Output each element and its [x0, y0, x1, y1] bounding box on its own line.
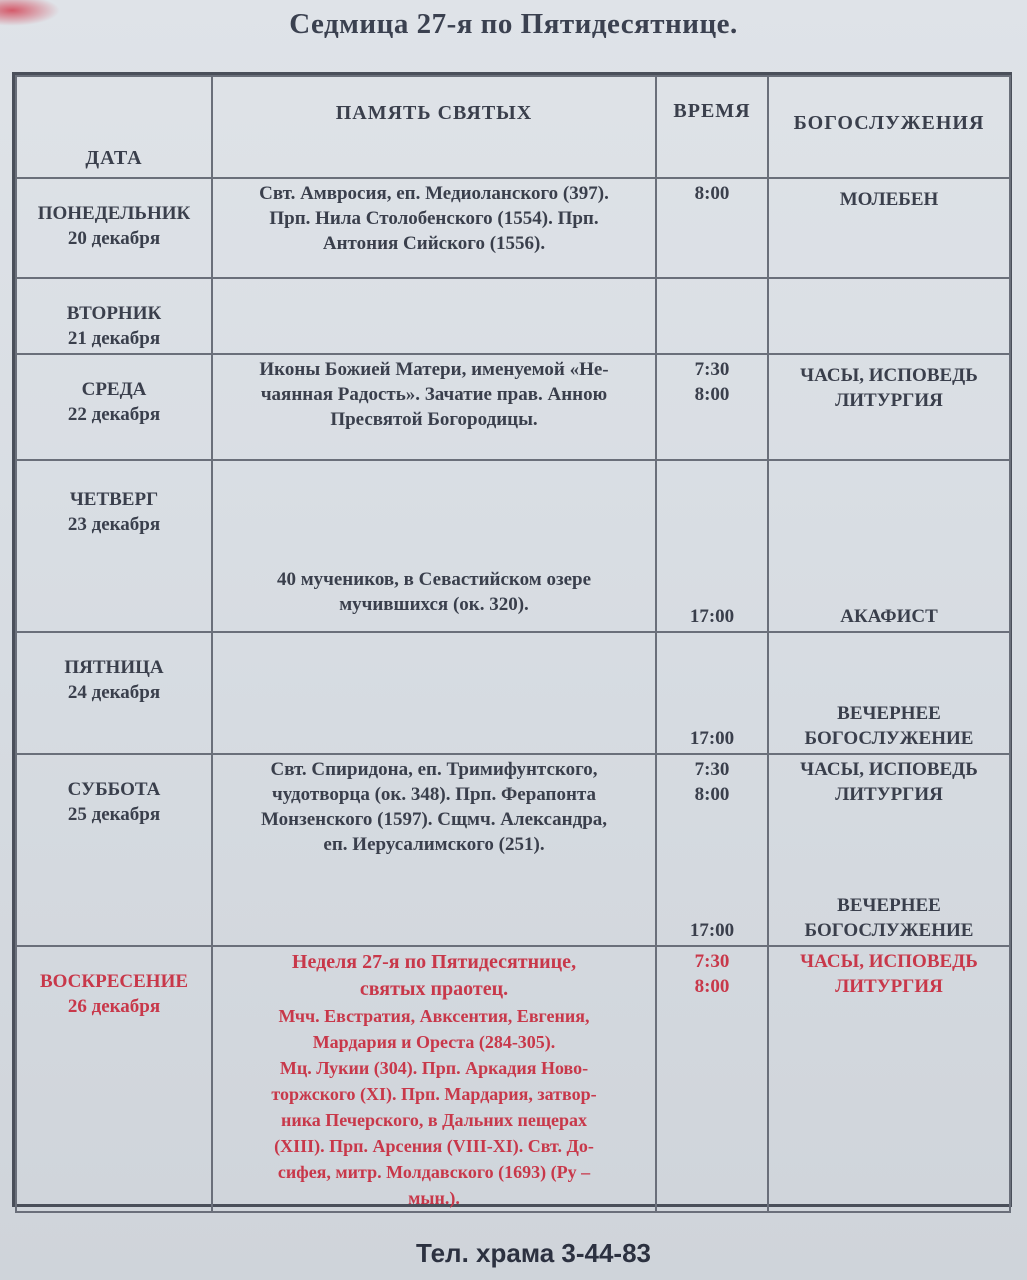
saints-line: торжского (XI). Прп. Мардария, затвор-	[271, 1084, 597, 1104]
service: АКАФИСТ	[840, 606, 938, 627]
saints-line: Мц. Лукии (304). Прп. Аркадия Ново-	[279, 1058, 589, 1078]
service: ЛИТУРГИЯ	[835, 976, 943, 997]
day: 21 декабря	[67, 328, 161, 349]
header-row	[16, 76, 1010, 178]
saints-line: Монзенского (1597). Сщмч. Александра,	[260, 809, 608, 830]
service: МОЛЕБЕН	[839, 189, 939, 210]
service-cell	[768, 278, 1010, 354]
time-cell	[656, 354, 768, 460]
service: БОГОСЛУЖЕНИЕ	[804, 728, 974, 749]
day: 24 декабря	[67, 682, 161, 703]
time: 8:00	[694, 183, 730, 204]
saints-line: ника Печерского, в Дальних пещерах	[280, 1110, 588, 1130]
saints-line: Пресвятой Богородицы.	[330, 409, 538, 430]
header-date: ДАТА	[16, 76, 212, 178]
date-cell	[16, 278, 212, 354]
saints-cell	[212, 354, 656, 460]
table-row	[16, 632, 1010, 754]
date-cell	[16, 632, 212, 754]
day: 25 декабря	[67, 804, 161, 825]
service: ВЕЧЕРНЕЕ	[837, 895, 941, 916]
saints-cell	[212, 178, 656, 278]
date-cell	[16, 754, 212, 946]
date-cell	[16, 460, 212, 632]
schedule-table	[12, 72, 1012, 1207]
saints-line: Мардария и Ореста (284-305).	[312, 1032, 556, 1052]
service: БОГОСЛУЖЕНИЕ	[804, 920, 974, 941]
saints-cell	[212, 946, 656, 1212]
day: 22 декабря	[67, 404, 161, 425]
saints-line: (XIII). Прп. Арсения (VIII-XI). Свт. До-	[274, 1136, 594, 1156]
time-cell	[656, 632, 768, 754]
service-cell	[768, 354, 1010, 460]
saints-line: Антония Сийского (1556).	[322, 233, 546, 254]
time-cell	[656, 946, 768, 1212]
time-cell	[656, 754, 768, 946]
weekday: ПЯТНИЦА	[64, 657, 164, 678]
header-time: ВРЕМЯ	[656, 76, 768, 178]
saints-line: еп. Иерусалимского (251).	[323, 834, 545, 855]
saints-line: Свт. Амвросия, еп. Медиоланского (397).	[259, 183, 609, 204]
saints-line: сифея, митр. Молдавского (1693) (Ру –	[277, 1162, 591, 1182]
service-cell	[768, 946, 1010, 1212]
saints-line: Прп. Нила Столобенского (1554). Прп.	[269, 208, 599, 229]
time: 8:00	[694, 976, 730, 997]
time: 8:00	[694, 384, 730, 405]
table-row	[16, 278, 1010, 354]
date-cell	[16, 178, 212, 278]
service-cell	[768, 460, 1010, 632]
saints-line: мучившихся (ок. 320).	[339, 594, 529, 615]
service: ЧАСЫ, ИСПОВЕДЬ	[800, 951, 978, 972]
service-cell	[768, 178, 1010, 278]
time: 7:30	[694, 359, 730, 380]
time: 17:00	[689, 606, 735, 627]
day: 20 декабря	[67, 228, 161, 249]
time-cell	[656, 178, 768, 278]
day: 26 декабря	[67, 996, 161, 1017]
header-service: БОГОСЛУЖЕНИЯ	[768, 76, 1010, 178]
weekday: ВОСКРЕСЕНИЕ	[39, 971, 189, 992]
saints-cell	[212, 754, 656, 946]
table-row	[16, 946, 1010, 1212]
weekday: ВТОРНИК	[66, 303, 162, 324]
table-row	[16, 754, 1010, 946]
service: ВЕЧЕРНЕЕ	[837, 703, 941, 724]
sunday-title-line: святых праотец.	[359, 978, 509, 1000]
table-row	[16, 354, 1010, 460]
service-cell	[768, 632, 1010, 754]
saints-line: Мчч. Евстратия, Авксентия, Евгения,	[278, 1006, 590, 1026]
time: 17:00	[689, 920, 735, 941]
weekday: СРЕДА	[81, 379, 147, 400]
saints-line: Свт. Спиридона, еп. Тримифунтского,	[270, 759, 598, 780]
service: ЧАСЫ, ИСПОВЕДЬ	[800, 365, 978, 386]
page-title: Седмица 27-я по Пятидесятнице.	[289, 8, 738, 40]
service: ЧАСЫ, ИСПОВЕДЬ	[800, 759, 978, 780]
weekday: ПОНЕДЕЛЬНИК	[37, 203, 191, 224]
day: 23 декабря	[67, 514, 161, 535]
time: 17:00	[689, 728, 735, 749]
saints-cell	[212, 632, 656, 754]
saints-line: мын.).	[408, 1188, 460, 1208]
saints-line: 40 мучеников, в Севастийском озере	[276, 569, 592, 590]
time: 7:30	[694, 951, 730, 972]
service: ЛИТУРГИЯ	[835, 784, 943, 805]
sunday-title-line: Неделя 27-я по Пятидесятнице,	[291, 951, 577, 973]
table-row	[16, 178, 1010, 278]
header-saints: ПАМЯТЬ СВЯТЫХ	[212, 76, 656, 178]
saints-line: Иконы Божией Матери, именуемой «Не-	[259, 359, 609, 380]
time: 7:30	[694, 759, 730, 780]
weekday: ЧЕТВЕРГ	[69, 489, 159, 510]
saints-cell	[212, 278, 656, 354]
time-cell	[656, 460, 768, 632]
service: ЛИТУРГИЯ	[835, 390, 943, 411]
saints-line: чаянная Радость». Зачатие прав. Анною	[260, 384, 608, 405]
date-cell	[16, 354, 212, 460]
church-phone: Тел. храма 3-44-83	[416, 1238, 652, 1268]
service-cell	[768, 754, 1010, 946]
saints-line: чудотворца (ок. 348). Прп. Ферапонта	[271, 784, 597, 805]
date-cell	[16, 946, 212, 1212]
saints-cell	[212, 460, 656, 632]
time-cell	[656, 278, 768, 354]
time: 8:00	[694, 784, 730, 805]
weekday: СУББОТА	[67, 779, 161, 800]
table-row	[16, 460, 1010, 632]
